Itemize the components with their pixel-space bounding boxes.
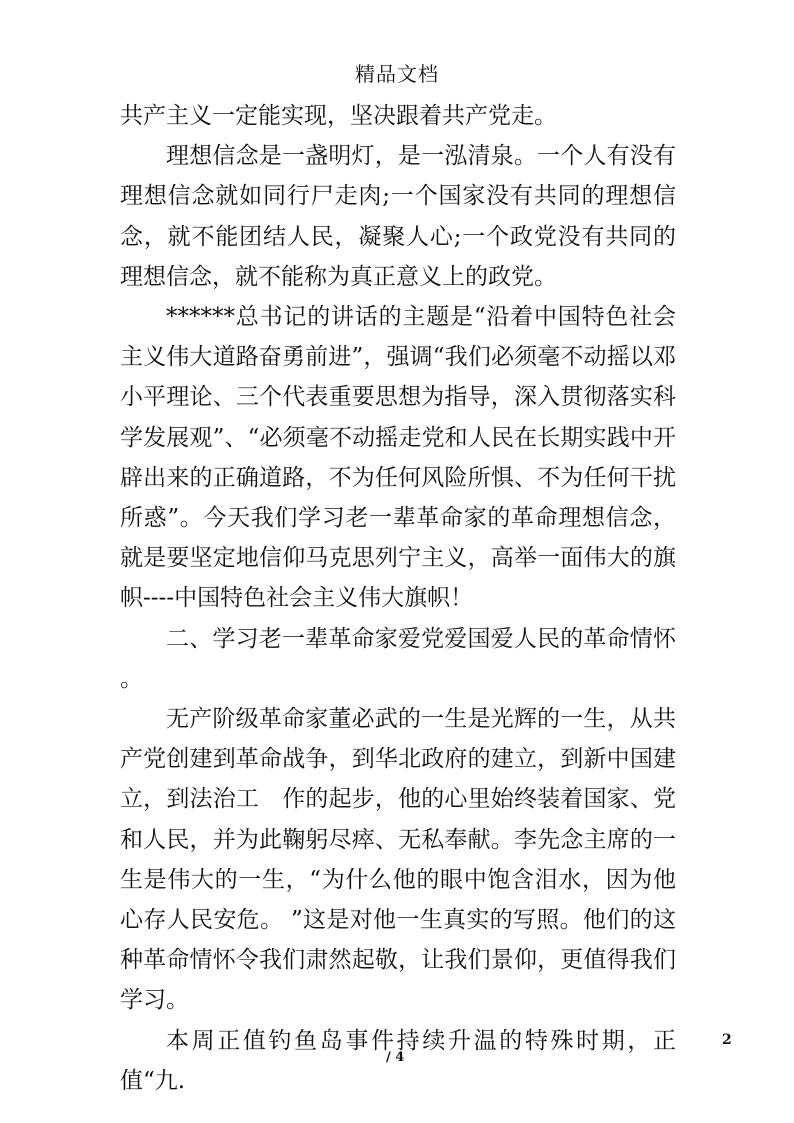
paragraph-4-heading: 二、学习老一辈革命家爱党爱国爱人民的革命情怀 。 [120,625,676,692]
paragraph-5: 无产阶级革命家董必武的一生是光辉的一生，从共产党创建到革命战争，到华北政府的建立，到新中国建立，到法治工 作的起步，他的心里始终装着国家、党和人民，并为此鞠躬尽瘁、无私奉献。李先念主席的一生是伟大的一生，“为什么他的眼中饱含泪水，因为他心存人民安危。 ”这是对他一生真实的写照。他们的这种革命情怀令我们肃然起敬，让我们景仰，更值得我们学习。 [120,706,676,1014]
page-number: 2 [722,1032,732,1048]
paragraph-3: ******总书记的讲话的主题是“沿着中国特色社会主义伟大道路奋勇前进”，强调“我们必须毫不动摇以邓小平理论、三个代表重要思想为指导，深入贯彻落实科学发展观”、“必须毫不动摇走党和人民在长期实践中开辟出来的正确道路，不为任何风险所惧、不为任何干扰所惑”。今天我们学习老一辈革命家的革命理想信念，就是要坚定地信仰马克思列宁主义，高举一面伟大的旗帜----中国特色社会主义伟大旗帜！ [120,304,676,612]
page-header-title: 精品文档 [355,62,439,86]
paragraph-2: 理想信念是一盏明灯，是一泓清泉。一个人有没有理想信念就如同行尸走肉;一个国家没有共同的理想信念，就不能团结人民，凝聚人心;一个政党没有共同的理想信念，就不能称为真正意义上的政党。 [120,143,676,290]
document-body [120,96,676,1101]
page-total: / 4 [386,1050,405,1065]
paragraph-1: 共产主义一定能实现，坚决跟着共产党走。 [120,103,557,129]
paragraph-6: 本周正值钓鱼岛事件持续升温的特殊时期，正值“九. [120,1027,676,1094]
